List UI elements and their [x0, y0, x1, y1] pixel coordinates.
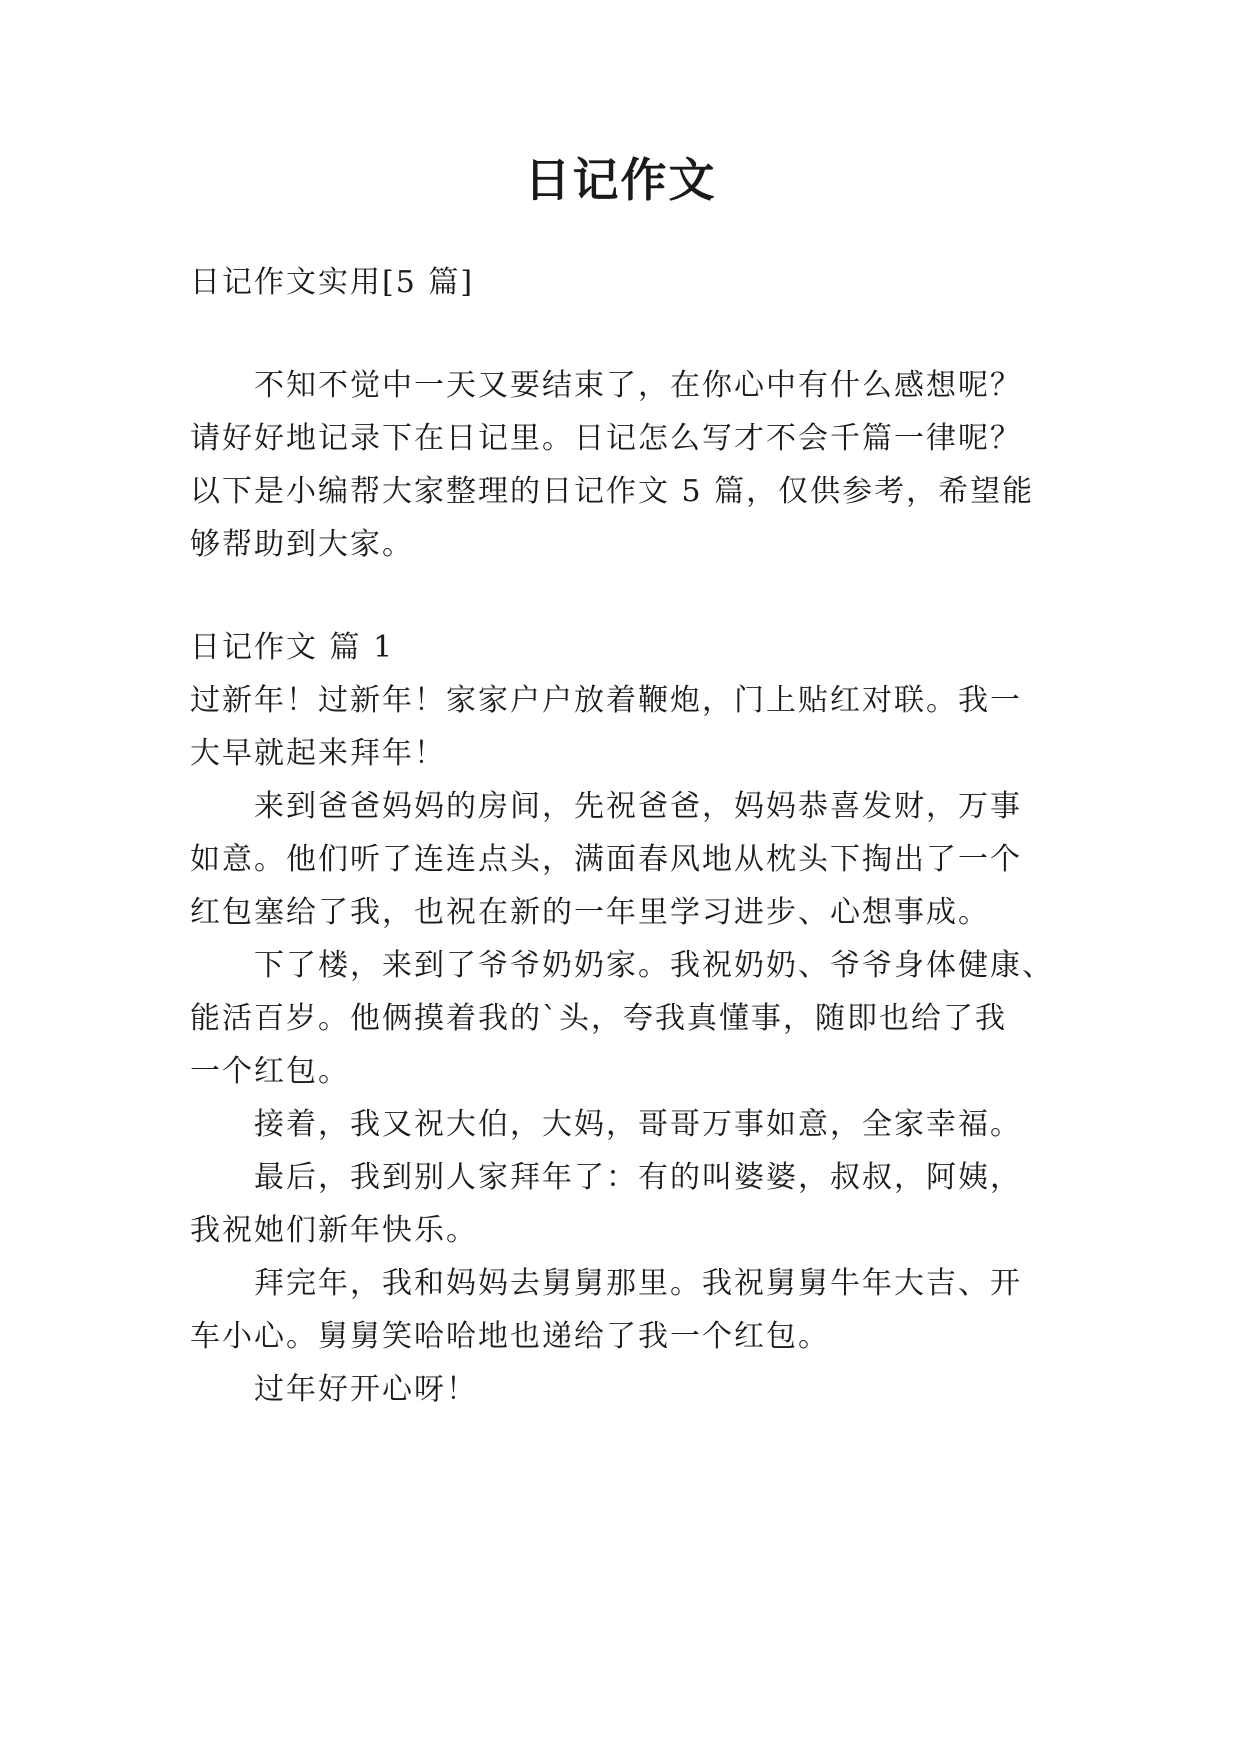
body-line: 过新年！过新年！家家户户放着鞭炮，门上贴红对联。我一 — [190, 683, 1022, 718]
body-line: 红包塞给了我，也祝在新的一年里学习进步、心想事成。 — [190, 895, 990, 930]
body-line: 我祝她们新年快乐。 — [190, 1213, 478, 1248]
page-title: 日记作文 — [524, 153, 717, 207]
body-line: 能活百岁。他俩摸着我的`头，夸我真懂事，随即也给了我 — [190, 1001, 1007, 1036]
intro-line: 请好好地记录下在日记里。日记怎么写才不会千篇一律呢？ — [190, 421, 1022, 456]
body-line: 车小心。舅舅笑哈哈地也递给了我一个红包。 — [190, 1319, 830, 1354]
body-line: 来到爸爸妈妈的房间，先祝爸爸，妈妈恭喜发财，万事 — [254, 789, 1022, 824]
body-line: 一个红包。 — [190, 1054, 350, 1089]
body-line: 最后，我到别人家拜年了：有的叫婆婆，叔叔，阿姨， — [254, 1160, 1022, 1195]
section-heading: 日记作文 篇 1 — [190, 630, 395, 665]
document-subtitle: 日记作文实用[5 篇] — [190, 265, 475, 300]
intro-line: 不知不觉中一天又要结束了，在你心中有什么感想呢？ — [254, 368, 1022, 403]
intro-line: 够帮助到大家。 — [190, 527, 414, 562]
body-line: 如意。他们听了连连点头，满面春风地从枕头下掏出了一个 — [190, 842, 1022, 877]
intro-line: 以下是小编帮大家整理的日记作文 5 篇，仅供参考，希望能 — [190, 474, 1035, 509]
body-line: 接着，我又祝大伯，大妈，哥哥万事如意，全家幸福。 — [254, 1107, 1022, 1142]
body-line: 拜完年，我和妈妈去舅舅那里。我祝舅舅牛年大吉、开 — [254, 1266, 1022, 1301]
body-line: 下了楼，来到了爷爷奶奶家。我祝奶奶、爷爷身体健康、 — [254, 948, 1054, 983]
body-line: 大早就起来拜年！ — [190, 736, 446, 771]
body-line: 过年好开心呀！ — [254, 1372, 478, 1407]
